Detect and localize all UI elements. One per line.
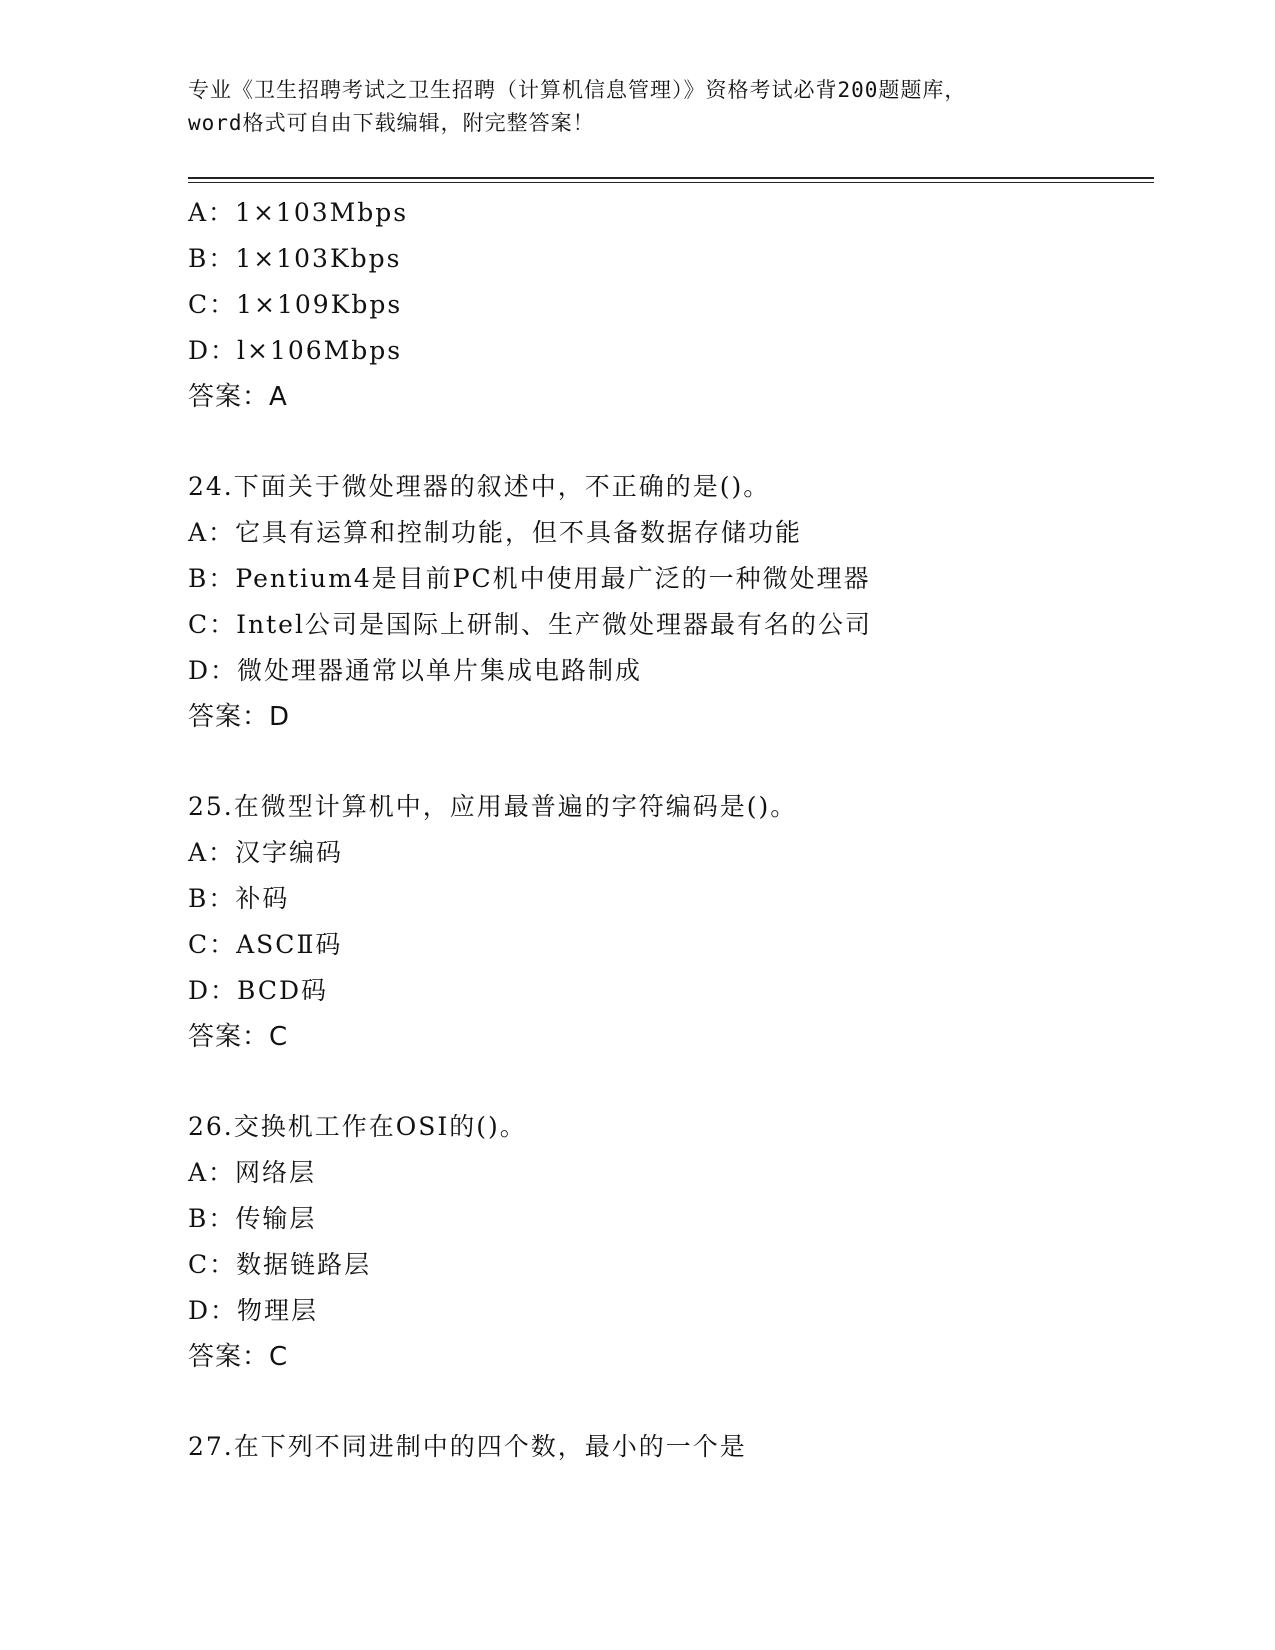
- question-spacer: [188, 420, 1154, 464]
- question-spacer: [188, 1380, 1154, 1424]
- option-d: D：BCD码: [188, 976, 329, 1005]
- question-text: 24.下面关于微处理器的叙述中，不正确的是()。: [188, 472, 771, 501]
- option-c: C：数据链路层: [188, 1250, 372, 1279]
- question-24: [188, 464, 1154, 740]
- question-spacer: [188, 1060, 1154, 1104]
- option-b: B：1×103Kbps: [188, 244, 402, 273]
- question-text: 26.交换机工作在OSI的()。: [188, 1112, 527, 1141]
- answer-line: 答案：D: [188, 702, 291, 732]
- header-divider-thin: [188, 182, 1154, 183]
- option-a: A：它具有运算和控制功能，但不具备数据存储功能: [188, 518, 803, 547]
- question-list: [188, 190, 1154, 1470]
- option-d: D：物理层: [188, 1296, 319, 1325]
- question-text: 25.在微型计算机中，应用最普遍的字符编码是()。: [188, 792, 798, 821]
- option-a: A：汉字编码: [188, 838, 344, 867]
- header-title-line-2: word格式可自由下载编辑，附完整答案！: [188, 111, 595, 135]
- question-27: [188, 1424, 1154, 1470]
- option-b: B：传输层: [188, 1204, 317, 1233]
- option-d: D：微处理器通常以单片集成电路制成: [188, 656, 643, 685]
- question-spacer: [188, 740, 1154, 784]
- option-c: C：ASCⅡ码: [188, 930, 343, 959]
- question-25: [188, 784, 1154, 1060]
- option-b: B：Pentium4是目前PC机中使用最广泛的一种微处理器: [188, 564, 871, 593]
- question-26: [188, 1104, 1154, 1380]
- document-header: [188, 74, 1088, 140]
- question-text: 27.在下列不同进制中的四个数，最小的一个是: [188, 1432, 747, 1461]
- header-title-line-1: 专业《卫生招聘考试之卫生招聘（计算机信息管理）》资格考试必背200题题库，: [188, 78, 967, 102]
- option-a: A：1×103Mbps: [188, 198, 409, 227]
- option-b: B：补码: [188, 884, 290, 913]
- answer-line: 答案：C: [188, 1022, 289, 1052]
- option-c: C：Intel公司是国际上研制、生产微处理器最有名的公司: [188, 610, 872, 639]
- question-23: [188, 190, 1154, 420]
- answer-line: 答案：C: [188, 1342, 289, 1372]
- answer-line: 答案：A: [188, 382, 288, 412]
- option-c: C：1×109Kbps: [188, 290, 403, 319]
- header-divider-thick: [188, 177, 1154, 179]
- option-d: D：l×106Mbps: [188, 336, 403, 365]
- option-a: A：网络层: [188, 1158, 317, 1187]
